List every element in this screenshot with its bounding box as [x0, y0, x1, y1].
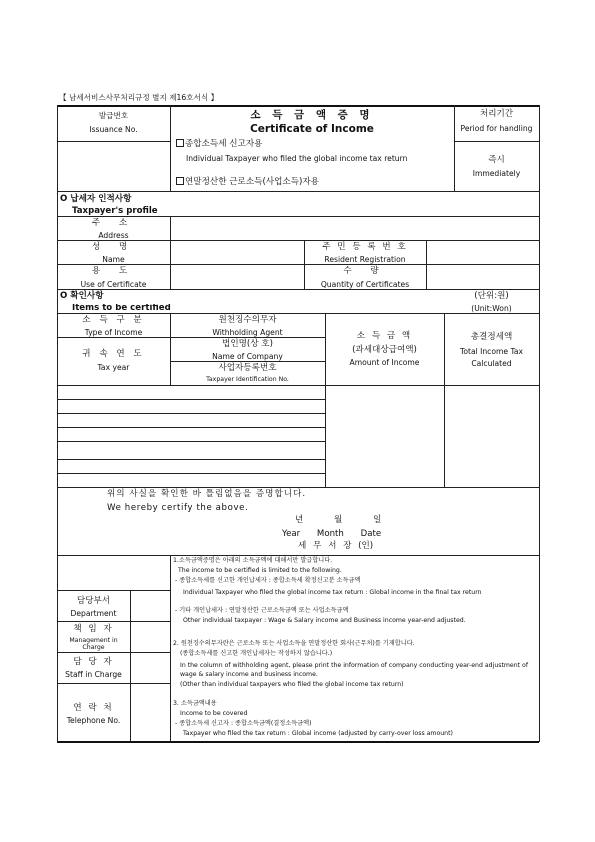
issuance-label-en: Issuance No.	[89, 125, 138, 134]
note-line: 3. 소득금액내용	[173, 700, 217, 707]
agent-label-en: Withholding Agent	[212, 329, 283, 337]
certify-line-ko: 위의 사실을 확인한 바 틀림없음을 증명합니다.	[107, 489, 307, 499]
profile-section-title: O 납세자 인적사항	[60, 194, 132, 204]
amount-field[interactable]	[326, 386, 443, 486]
income-rows[interactable]	[58, 386, 324, 486]
tax-office-signature: 세 무 서 장 (인)	[298, 541, 374, 551]
name-label-ko: 성 명	[91, 242, 136, 252]
note-line: The income to be certified is limited to the following.	[178, 567, 342, 574]
tin-label-ko: 사업자등록번호	[218, 363, 277, 373]
note-line: Individual Taxpayer who filed the global income tax return : Global income in the final tax return	[183, 589, 482, 596]
total-tax-label-en: Total Income Tax Calculated	[459, 347, 524, 368]
dept-label-en: Department	[70, 609, 117, 618]
note-line: (Other than individual taxpayers who filed the global income tax return)	[180, 681, 404, 688]
option-global-tax[interactable]: 종합소득세 신고자용	[176, 139, 262, 149]
tin-label-en: Taxpayer Identification No.	[206, 376, 289, 383]
period-label-en: Period for handling	[460, 124, 533, 133]
note-line: Income to be covered	[180, 710, 248, 717]
tel-field[interactable]	[131, 684, 169, 740]
rrn-field[interactable]	[427, 241, 538, 263]
tel-label-en: Telephone No.	[66, 716, 121, 725]
use-field[interactable]	[171, 265, 303, 288]
use-label-en: Use of Certificate	[80, 281, 147, 289]
confirm-section-title-en: Items to be certified	[72, 304, 171, 313]
manager-field[interactable]	[131, 622, 169, 651]
note-line: 2. 원천징수의무자란은 근로소득 또는 사업소득을 연말정산한 회사(근무처)를 기재합니다.	[173, 640, 415, 647]
option-year-end[interactable]: 연말정산한 근로소득(사업소득)자용	[176, 177, 319, 187]
certify-line-en: We hereby certify the above.	[107, 503, 249, 513]
total-tax-label-ko: 총결정세액	[470, 332, 513, 342]
issuance-label-ko: 발급번호	[98, 111, 129, 120]
note-line: 1.소득금액증명은 아래의 소득금액에 대해서만 발급합니다.	[173, 557, 333, 564]
immediate-en: Immediately	[472, 169, 521, 178]
name-field[interactable]	[171, 241, 303, 263]
dept-field[interactable]	[131, 591, 169, 620]
company-label-ko: 법인명(상 호)	[222, 339, 273, 349]
checkbox-icon[interactable]	[176, 177, 184, 185]
note-line: Taxpayer who filed the tax return : Global income (adjusted by carry-over loss amount)	[183, 730, 453, 737]
immediate-ko: 즉시	[488, 155, 505, 165]
rrn-label-ko: 주 민 등 록 번 호	[322, 242, 408, 252]
address-label-en: Address	[98, 232, 129, 240]
address-label-ko: 주 소	[91, 218, 136, 228]
date-line-en: Year Month Date	[282, 529, 382, 539]
tel-label-ko: 연 락 처	[73, 703, 114, 713]
use-label-ko: 용 도	[91, 266, 136, 276]
note-line: In the column of withholding agent, please print the information of company conducting year-end adjustment of wage & salary income and business income.	[180, 662, 529, 678]
profile-section-title-en: Taxpayer's profile	[72, 206, 158, 216]
unit-en: (Unit:Won)	[471, 305, 512, 313]
agent-label-ko: 원천징수의무자	[218, 315, 277, 325]
income-type-label-ko: 소 득 구 분	[82, 315, 145, 325]
amount-label-ko: 소 득 금 액	[356, 331, 413, 341]
rrn-label-en: Resident Registration	[324, 256, 406, 264]
period-label-ko: 처리기간	[479, 109, 514, 119]
income-type-label-en: Type of Income	[84, 329, 143, 337]
note-line: - 종합소득세 신고자 : 종합소득금액(결정소득금액)	[175, 720, 312, 727]
note-line: - 기타 개인납세자 : 연말정산한 근로소득금액 또는 사업소득금액	[175, 607, 349, 614]
name-label-en: Name	[102, 256, 125, 264]
qty-label-ko: 수 량	[343, 266, 387, 276]
form-reference: 【 남세서비스사무처리규정 별지 제16호서식 】	[59, 93, 219, 102]
checkbox-icon[interactable]	[176, 139, 184, 147]
note-line: - 종합소득세를 신고한 개인납세자 : 종합소득세 확정신고분 소득금액	[175, 577, 361, 584]
manager-label-en: Management in Charge	[69, 637, 118, 651]
note-line: Other individual taxpayer : Wage & Salary income and Business income year-end adjusted.	[183, 617, 466, 624]
option-global-tax-en: Individual Taxpayer who filed the global income tax return	[186, 154, 408, 163]
unit-ko: (단위:원)	[474, 291, 509, 301]
staff-label-en: Staff in Charge	[65, 670, 122, 679]
staff-label-ko: 담 당 자	[73, 657, 114, 667]
note-line: (종합소득세를 신고한 개인납세자는 작성하지 않습니다.)	[180, 650, 333, 657]
total-tax-field[interactable]	[445, 386, 538, 486]
date-line-ko: 년 월 일	[295, 515, 382, 525]
amount-sub-label-ko: (과세대상급여액)	[352, 345, 417, 355]
tax-year-label-ko: 귀 속 연 도	[82, 349, 145, 359]
title-ko: 소 득 금 액 증 명	[250, 109, 374, 121]
dept-label-ko: 담당부서	[76, 596, 111, 606]
title-en: Certificate of Income	[250, 123, 374, 135]
qty-field[interactable]	[427, 265, 538, 288]
staff-field[interactable]	[131, 653, 169, 682]
amount-label-en: Amount of Income	[349, 358, 420, 367]
address-field[interactable]	[171, 217, 538, 239]
company-label-en: Name of Company	[212, 352, 283, 361]
qty-label-en: Quantity of Certificates	[320, 281, 410, 289]
manager-label-ko: 책 임 자	[73, 624, 114, 634]
confirm-section-title: O 확인사항	[60, 291, 104, 301]
tax-year-label-en: Tax year	[97, 363, 130, 372]
